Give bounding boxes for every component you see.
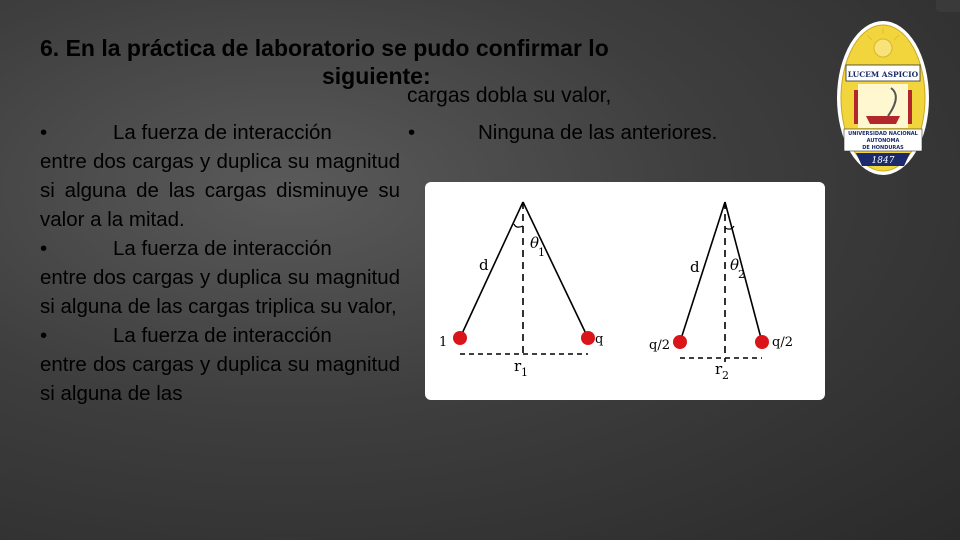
title-line-1: 6. En la práctica de laboratorio se pudo confirmar lo bbox=[40, 35, 609, 61]
bullet-lead: La fuerza de interacción bbox=[113, 121, 332, 144]
bullet-lead: La fuerza de interacción bbox=[113, 237, 332, 260]
label-theta-1: θ bbox=[530, 234, 540, 252]
label-theta-sub-1: 1 bbox=[538, 246, 545, 259]
right-string-1 bbox=[523, 202, 588, 338]
logo-banner-text: LUCEM ASPICIO bbox=[847, 70, 919, 79]
book-icon bbox=[866, 116, 900, 124]
label-q-left-2: q/2 bbox=[649, 338, 670, 353]
label-theta-sub-2: 2 bbox=[738, 268, 745, 281]
bullet-marker: • bbox=[40, 121, 48, 144]
corner-decoration bbox=[936, 0, 960, 12]
charge-ball-left-1 bbox=[453, 331, 467, 345]
slide-title bbox=[40, 34, 800, 90]
bullet-item bbox=[40, 118, 400, 234]
label-r-1: r bbox=[514, 357, 522, 375]
bullet-text: entre dos cargas y duplica su magnitud si alguna de las cargas disminuye su valor a la mitad. bbox=[40, 150, 400, 231]
logo-line-1: UNIVERSIDAD NACIONAL bbox=[848, 131, 918, 137]
overlapping-text: cargas dobla su valor, bbox=[407, 84, 612, 107]
logo-seal bbox=[836, 20, 930, 176]
bullet-marker: • bbox=[408, 121, 416, 144]
pendulum-diagram bbox=[425, 182, 825, 400]
charge-ball-right-2 bbox=[755, 335, 769, 349]
title-line-2: siguiente: bbox=[322, 63, 431, 89]
left-string-2 bbox=[680, 202, 725, 342]
bullet-lead: La fuerza de interacción bbox=[113, 324, 332, 347]
label-q-left-1: 1 bbox=[439, 335, 448, 350]
left-string-1 bbox=[460, 202, 523, 338]
pendulum-svg bbox=[425, 182, 825, 400]
charge-ball-right-1 bbox=[581, 331, 595, 345]
left-bullet-list bbox=[40, 118, 400, 408]
bullet-text: Ninguna de las anteriores. bbox=[478, 121, 718, 144]
logo-year: 1847 bbox=[871, 156, 895, 166]
label-q-right-2: q/2 bbox=[772, 335, 793, 350]
logo-line-2: AUTONOMA bbox=[866, 138, 900, 144]
angle-arc-1 bbox=[514, 224, 523, 227]
bullet-item bbox=[40, 234, 400, 321]
label-r-sub-2: 2 bbox=[722, 369, 729, 382]
bullet-marker: • bbox=[40, 237, 48, 260]
label-q-right-1: q bbox=[595, 332, 604, 347]
label-r-2: r bbox=[715, 360, 723, 378]
label-r-sub-1: 1 bbox=[521, 366, 528, 379]
bullet-item bbox=[40, 321, 400, 408]
university-logo bbox=[836, 20, 930, 176]
label-d-1: d bbox=[479, 256, 489, 274]
right-bullet-item bbox=[408, 118, 717, 147]
bullet-text: entre dos cargas y duplica su magnitud si alguna de las cargas triplica su valor, bbox=[40, 266, 400, 318]
label-theta-2: θ bbox=[730, 256, 740, 274]
label-d-2: d bbox=[690, 258, 700, 276]
logo-line-3: DE HONDURAS bbox=[862, 145, 904, 151]
bullet-marker: • bbox=[40, 324, 48, 347]
charge-ball-left-2 bbox=[673, 335, 687, 349]
bullet-text: entre dos cargas y duplica su magnitud si alguna de las bbox=[40, 353, 400, 405]
